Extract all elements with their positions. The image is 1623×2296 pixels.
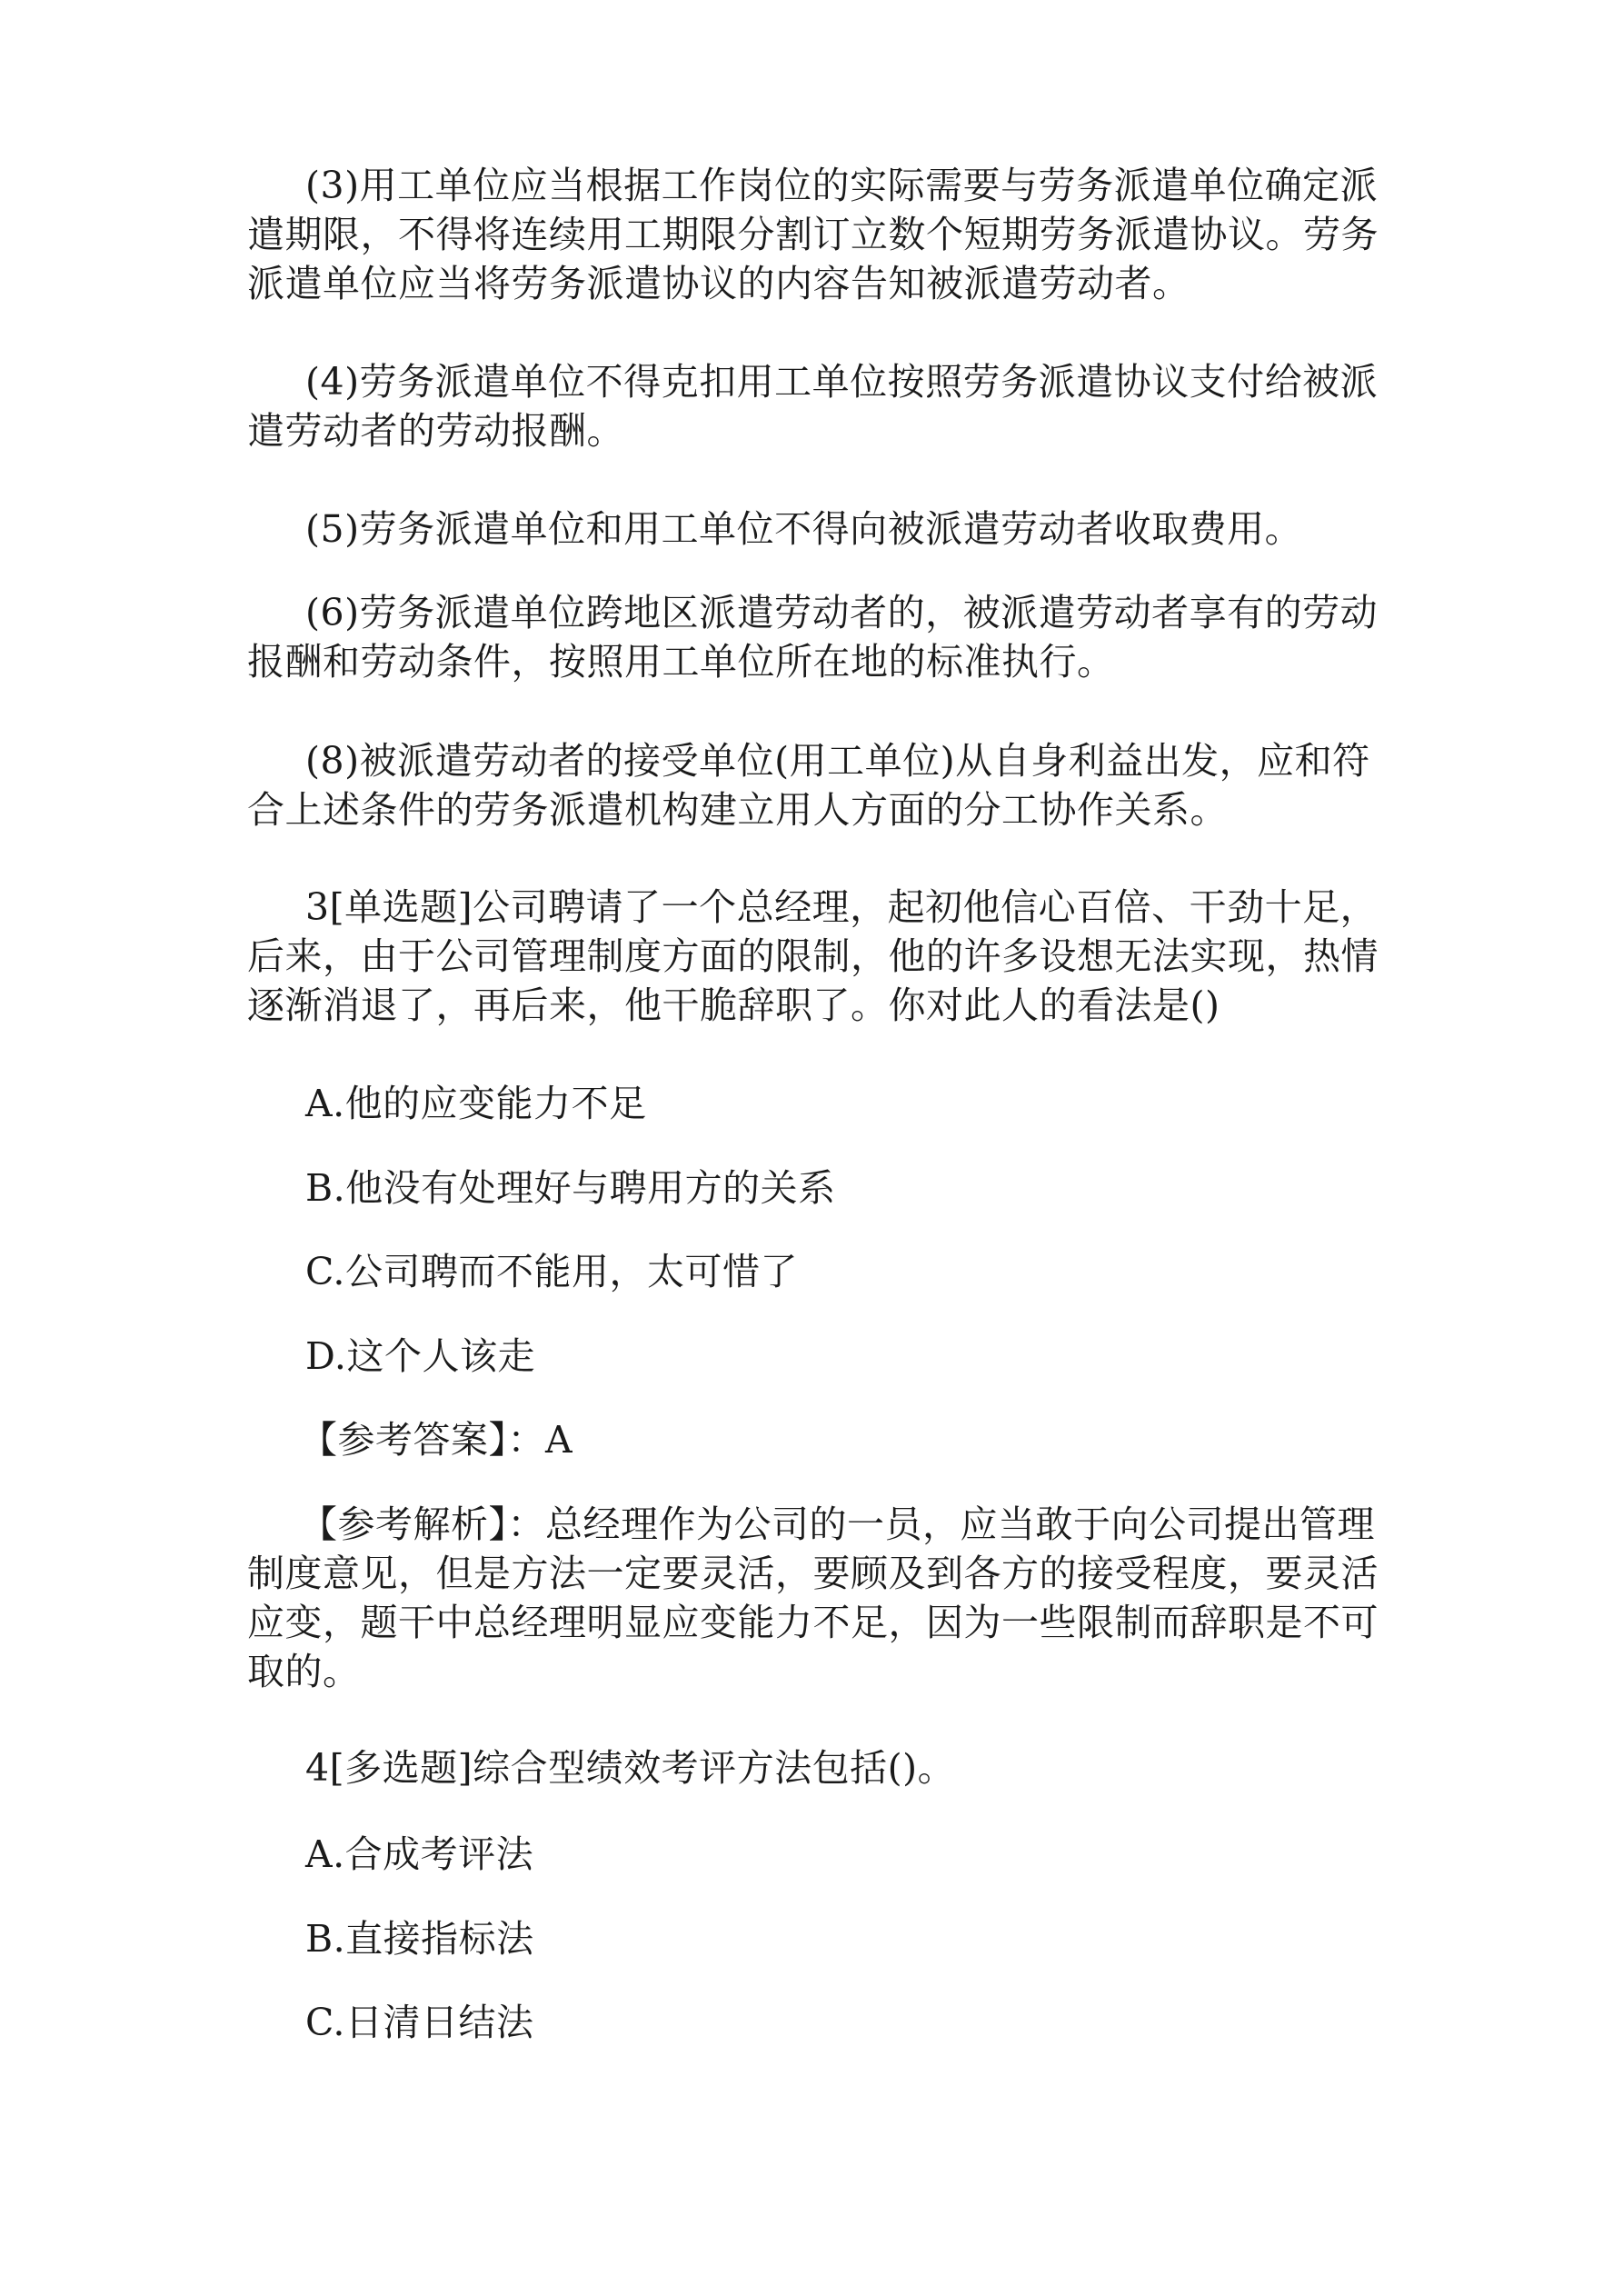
question-4-option-b: B.直接指标法 [305, 1917, 534, 1961]
question-4-option-c: C.日清日结法 [305, 2001, 534, 2044]
question-3-option-a: A.他的应变能力不足 [305, 1082, 647, 1125]
question-3-option-b: B.他没有处理好与聘用方的关系 [305, 1166, 836, 1210]
paragraph-3: (3)用工单位应当根据工作岗位的实际需要与劳务派遣单位确定派遣期限，不得将连续用工期限分割订立数个短期劳务派遣协议。劳务派遣单位应当将劳务派遣协议的内容告知被派遣劳动者。 [247, 164, 1379, 305]
question-3-option-c: C.公司聘而不能用，太可惜了 [305, 1250, 798, 1293]
paragraph-4: (4)劳务派遣单位不得克扣用工单位按照劳务派遣协议支付给被派遣劳动者的劳动报酬。 [247, 360, 1379, 453]
paragraph-5: (5)劳务派遣单位和用工单位不得向被派遣劳动者收取费用。 [305, 507, 1303, 551]
question-3-stem: 3[单选题]公司聘请了一个总经理，起初他信心百倍、干劲十足，后来，由于公司管理制度方面的限制，他的许多设想无法实现，热情逐渐消退了，再后来，他干脆辞职了。你对此人的看法是() [247, 885, 1379, 1027]
paragraph-6: (6)劳务派遣单位跨地区派遣劳动者的，被派遣劳动者享有的劳动报酬和劳动条件，按照用工单位所在地的标准执行。 [247, 591, 1379, 684]
question-4-option-a: A.合成考评法 [305, 1832, 534, 1876]
question-3-answer: 【参考答案】：A [300, 1418, 573, 1462]
question-4-stem: 4[多选题]综合型绩效考评方法包括()。 [305, 1746, 956, 1790]
paragraph-8: (8)被派遣劳动者的接受单位(用工单位)从自身利益出发，应和符合上述条件的劳务派遣机构建立用人方面的分工协作关系。 [247, 739, 1370, 832]
question-3-option-d: D.这个人该走 [305, 1334, 535, 1378]
question-3-analysis: 【参考解析】：总经理作为公司的一员，应当敢于向公司提出管理制度意见，但是方法一定要灵活，要顾及到各方的接受程度，要灵活应变，题干中总经理明显应变能力不足，因为一些限制而辞职是不可取的。 [247, 1502, 1379, 1693]
